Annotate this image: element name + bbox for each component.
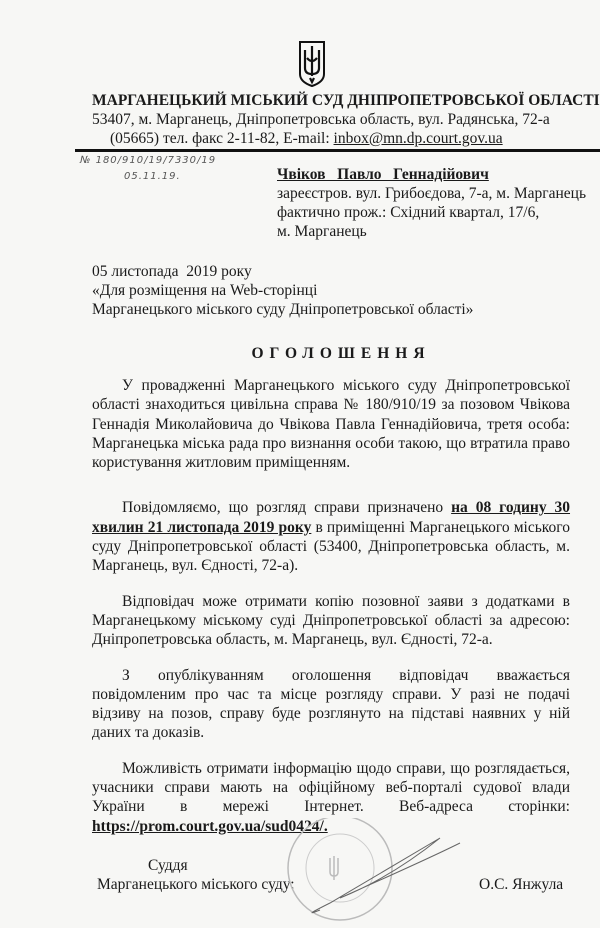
hearing-location: в приміщенні Марганецького міського суду Дніпропетровської області (53400, Дніпропетровська область, м. Марганець, вул. Єдності, 72-а).	[92, 518, 570, 575]
signature-court: Марганецького міського суду:	[97, 875, 295, 893]
paragraph-info-text: Можливість отримати інформацію щодо справи, що розглядається, учасники справи мають на офіційному веб-порталі судової влади України в мережі Інтернет. Веб-адреса сторінки:	[92, 759, 570, 816]
court-name: МАРГАНЕЦЬКИЙ МІСЬКИЙ СУД ДНІПРОПЕТРОВСЬКОЇ ОБЛАСТІ	[92, 92, 600, 109]
paragraph-notice-text: З опублікуванням оголошення відповідач вважається повідомленим про час та місце розгляду справи. У разі не подачі відзиву на позов, справу буде розглянуто на підставі наявних у ній даних та доказів.	[92, 666, 570, 742]
purpose-line-1: «Для розміщення на Web-сторінці	[92, 282, 318, 299]
paragraph-copy-text: Відповідач може отримати копію позовної заяви з додатками в Марганецькому міському суді Дніпропетровської області за адресою: Дніпропетровська область, м. Марганець, вул. Єдності, 72-а.	[92, 592, 570, 649]
paragraph-info	[92, 759, 570, 836]
trident-emblem-icon	[298, 40, 326, 88]
hearing-text: Повідомляємо, що розгляд справи призначено	[122, 499, 452, 517]
paragraph-case	[92, 376, 570, 472]
announcement-body	[92, 344, 570, 916]
signature-role: Суддя	[148, 856, 188, 874]
signature-block	[92, 856, 570, 916]
recipient-registered-address: зареєстров. вул. Грибоєдова, 7-а, м. Марганець	[277, 185, 587, 202]
announcement-title: ОГОЛОШЕННЯ	[251, 345, 431, 362]
court-address: 53407, м. Марганець, Дніпропетровська область, вул. Радянська, 72-а	[92, 111, 550, 128]
purpose-line-2: Марганецького міського суду Дніпропетровської області»	[92, 301, 474, 318]
paragraph-notice	[92, 666, 570, 743]
paragraph-copy	[92, 592, 570, 650]
document-date: 05 листопада 2019 року	[92, 263, 252, 280]
paragraph-case-text: У провадженні Марганецького міського суду Дніпропетровської області знаходиться цивільна справа № 180/910/19 за позовом Чвікова Геннадія Миколайовича до Чвікова Павла Геннадійовича, третя особа: Марганецька міська рада про визнання особи такою, що втратила право користування житловим приміщенням.	[92, 377, 570, 472]
court-contacts	[110, 129, 503, 148]
recipient-name: Чвіков Павло Геннадійович	[277, 166, 489, 183]
judge-name: О.С. Янжула	[479, 875, 564, 893]
phone-fax: (05665) тел. факс 2-11-82, E-mail:	[110, 130, 334, 147]
handwritten-date: 05.11.19.	[124, 171, 181, 182]
header-divider	[75, 149, 600, 152]
court-web-link[interactable]: https://prom.court.gov.ua/sud0424/.	[92, 817, 328, 835]
handwritten-number: № 180/910/19/7330/19	[80, 155, 217, 166]
recipient-actual-address: фактично прож.: Східний квартал, 17/6,	[277, 204, 540, 221]
paragraph-hearing	[92, 498, 570, 575]
email-link[interactable]: inbox@mn.dp.court.gov.ua	[333, 130, 503, 147]
recipient-city: м. Марганець	[277, 223, 367, 240]
hearing-datetime: на 08 годину 30 хвилин 21 листопада 2019 року	[92, 499, 571, 536]
